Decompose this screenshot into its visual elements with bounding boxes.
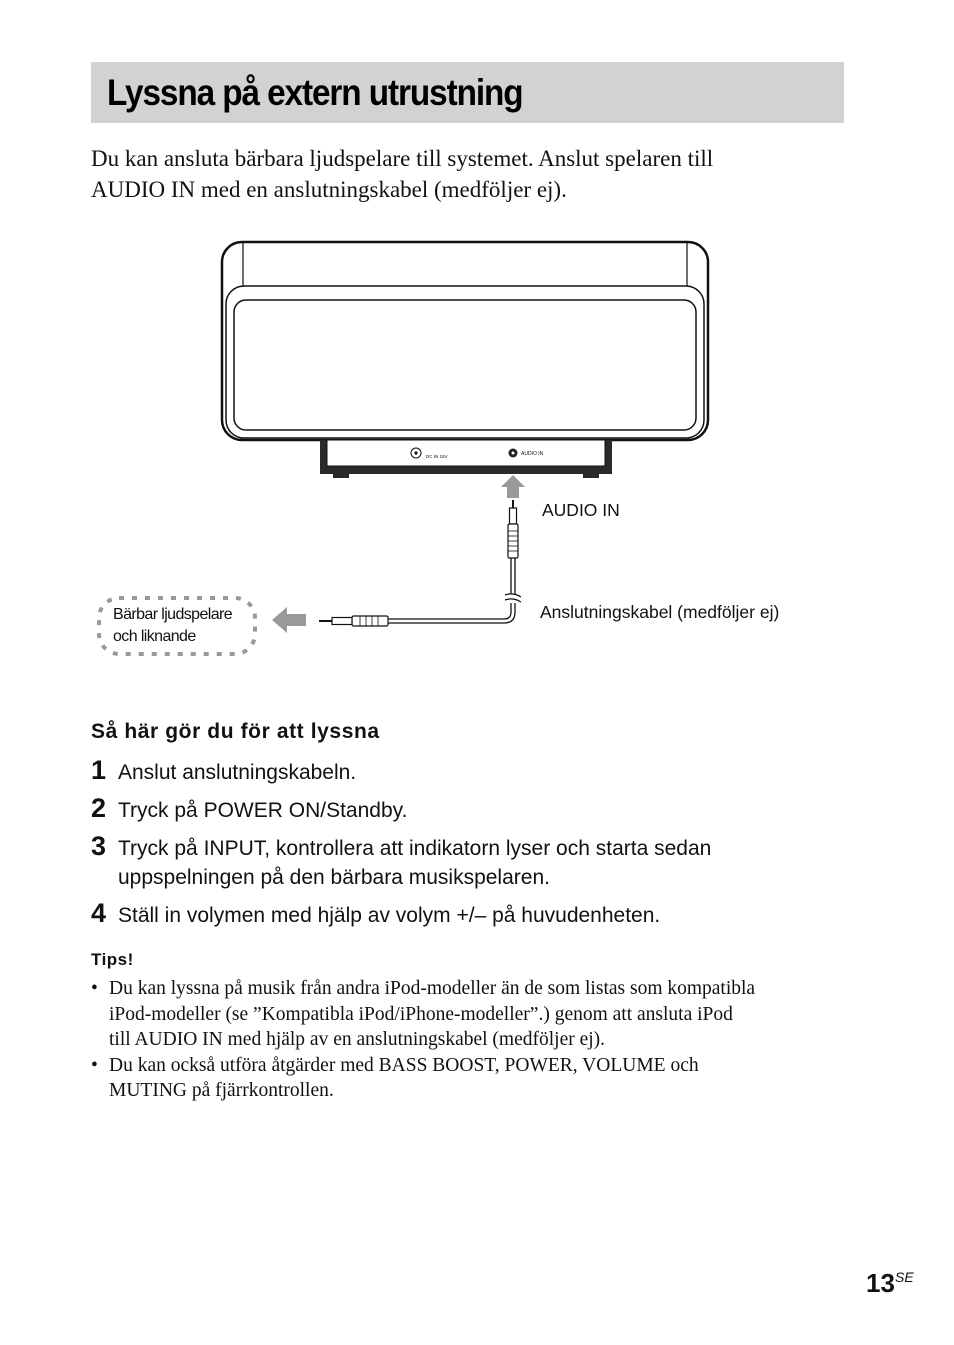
- rear-panel: [320, 440, 612, 478]
- audio-in-callout: AUDIO IN: [542, 500, 620, 520]
- step-number: 4: [91, 898, 107, 928]
- page-title: Lyssna på extern utrustning: [107, 72, 523, 113]
- speaker-unit: [222, 242, 708, 440]
- instructions-heading: Så här gör du för att lyssna: [91, 720, 380, 743]
- device-label-line-2: och liknande: [113, 628, 196, 645]
- tip-line: • Du kan också utföra åtgärder med BASS BOOST, POWER, VOLUME och: [109, 1054, 699, 1076]
- step-text: [118, 796, 871, 825]
- dc-in-jack-icon: [411, 448, 421, 458]
- step-number: 1: [91, 755, 107, 785]
- vertical-plug: [508, 500, 518, 558]
- step-text: [118, 758, 871, 787]
- step-line: Tryck på POWER ON/Standby.: [118, 799, 408, 822]
- tip-line: MUTING på fjärrkontrollen.: [109, 1080, 334, 1101]
- step-line: Tryck på INPUT, kontrollera att indikatorn lyser och starta sedan: [118, 837, 712, 860]
- step-line: Ställ in volymen med hjälp av volym +/– på huvudenheten.: [118, 904, 661, 927]
- cable-callout: Anslutningskabel (medföljer ej): [540, 602, 780, 622]
- arrow-left-icon: [272, 607, 306, 633]
- step-number: 2: [91, 793, 107, 823]
- step-item: [91, 755, 871, 787]
- step-item: [91, 831, 871, 892]
- tip-item: [91, 1053, 861, 1104]
- dc-in-label: DC IN 15V: [426, 454, 448, 459]
- audio-in-jack-icon: [509, 449, 518, 458]
- intro-paragraph: [91, 143, 851, 205]
- step-number: 3: [91, 831, 107, 861]
- step-line: uppspelningen på den bärbara musikspelaren.: [118, 866, 550, 889]
- tip-line: iPod-modeller (se ”Kompatibla iPod/iPhone-modeller”.) genom att ansluta iPod: [109, 1003, 733, 1025]
- step-text: [118, 901, 871, 930]
- step-item: [91, 793, 871, 825]
- step-item: [91, 898, 871, 930]
- device-label-line-1: Bärbar ljudspelare: [113, 606, 233, 623]
- connection-diagram: [0, 225, 954, 675]
- tip-item: [91, 976, 861, 1053]
- intro-line: Du kan ansluta bärbara ljudspelare till systemet. Anslut spelaren till: [91, 146, 714, 171]
- tip-line: • Du kan lyssna på musik från andra iPod-modeller än de som listas som kompatibla: [109, 978, 756, 999]
- page-number-suffix: SE: [895, 1269, 914, 1285]
- tips-list: [91, 976, 861, 1104]
- connection-cable: [388, 558, 521, 623]
- tip-line: till AUDIO IN med hjälp av en anslutningskabel (medföljer ej).: [109, 1029, 606, 1050]
- step-line: Anslut anslutningskabeln.: [118, 761, 357, 784]
- audio-in-panel-label: AUDIO IN: [521, 451, 544, 457]
- tips-heading: Tips!: [91, 950, 134, 969]
- title-bar: [91, 62, 844, 123]
- arrow-up-icon: [501, 475, 525, 498]
- page-number: 13: [866, 1268, 895, 1298]
- horizontal-plug: [319, 616, 388, 626]
- step-text: [118, 834, 871, 892]
- steps-list: [91, 755, 871, 939]
- intro-line: AUDIO IN med en anslutningskabel (medföljer ej).: [91, 177, 567, 202]
